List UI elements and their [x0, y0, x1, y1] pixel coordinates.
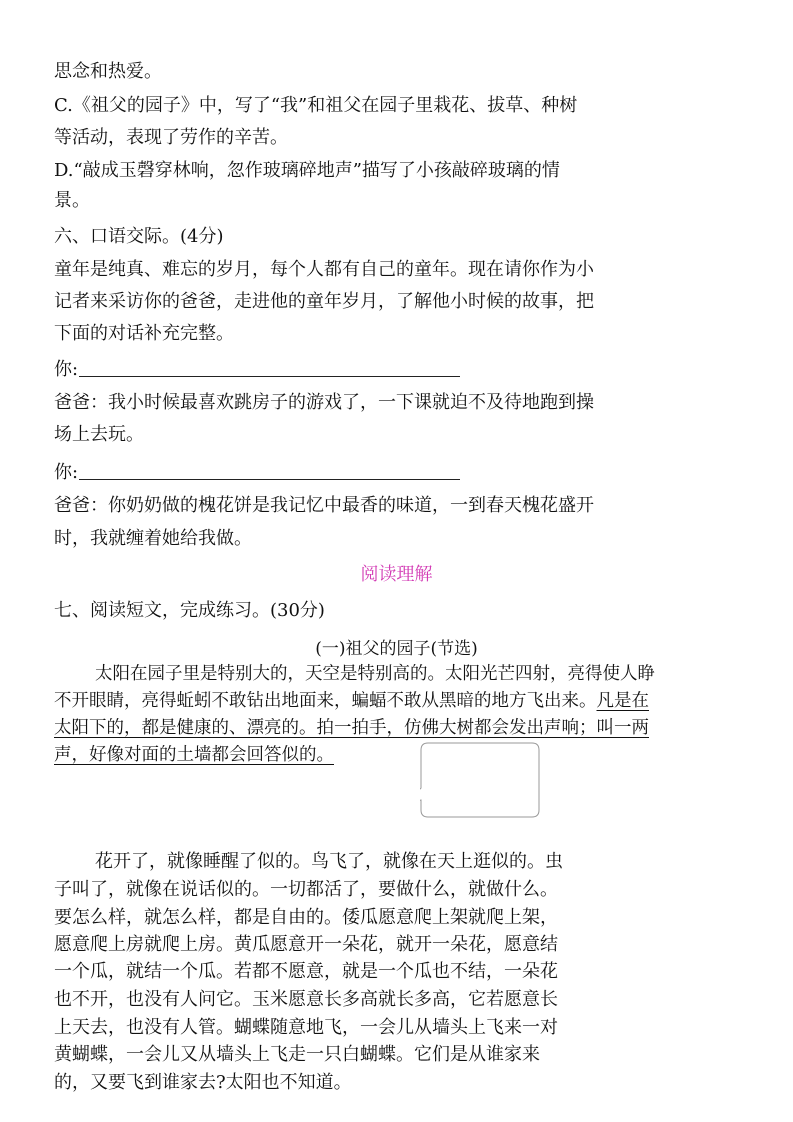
passage-line: 的，又要飞到谁家去?太阳也不知道。 — [54, 1072, 352, 1093]
question-6-title: 六、口语交际。(4分) — [54, 226, 224, 247]
passage-line: 太阳在园子里是特别大的，天空是特别高的。太阳光芒四射，亮得使人睁 — [95, 664, 655, 684]
option-c-line: C.《祖父的园子》中，写了“我”和祖父在园子里栽花、拔草、种树 — [54, 95, 578, 116]
underlined-sentence: 太阳下的，都是健康的、漂亮的。拍一拍手，仿佛大树都会发出声响；叫一两 — [54, 718, 649, 738]
section-heading-reading: 阅读理解 — [360, 564, 433, 585]
passage-title: (一)祖父的园子(节选) — [315, 639, 478, 659]
passage-line: 黄蝴蝶，一会儿又从墙头上飞走一只白蝴蝶。它们是从谁家来 — [54, 1044, 540, 1065]
passage-line: 也不开，也没有人问它。玉米愿意长多高就长多高，它若愿意长 — [54, 989, 558, 1010]
passage-text: 不开眼睛，亮得蚯蚓不敢钻出地面来，蝙蝠不敢从黑暗的地方飞出来。 — [54, 691, 597, 711]
answer-blank-1[interactable] — [79, 376, 460, 377]
passage-line: 子叫了，就像在说话似的。一切都活了，要做什么，就做什么。 — [54, 879, 558, 900]
passage-line: 愿意爬上房就爬上房。黄瓜愿意开一朵花，就开一朵花，愿意结 — [54, 934, 558, 955]
passage-line: 一个瓜，就结一个瓜。若都不愿意，就是一个瓜也不结，一朵花 — [54, 961, 558, 982]
dad-line: 时，我就缠着她给我做。 — [54, 528, 252, 549]
dad-line: 爸爸：你奶奶做的槐花饼是我记忆中最香的味道，一到春天槐花盛开 — [54, 495, 594, 516]
underlined-sentence: 声，好像对面的土墙都会回答似的。 — [54, 745, 334, 765]
passage-line: 要怎么样，就怎么样，都是自由的。倭瓜愿意爬上架就爬上架， — [54, 907, 558, 928]
you-label: 你: — [54, 359, 79, 380]
option-d-line: D.“敲成玉磬穿林响，忽作玻璃碎地声”描写了小孩敲碎玻璃的情 — [54, 160, 560, 181]
option-d-line: 景。 — [54, 190, 90, 211]
text-line: 思念和热爱。 — [54, 61, 162, 82]
dad-line: 爸爸：我小时候最喜欢跳房子的游戏了，一下课就迫不及待地跑到操 — [54, 392, 594, 413]
annotation-bubble[interactable] — [420, 742, 540, 818]
underlined-sentence: 凡是在 — [596, 691, 649, 711]
option-c-line: 等活动，表现了劳作的辛苦。 — [54, 127, 288, 148]
question-6-prompt: 童年是纯真、难忘的岁月，每个人都有自己的童年。现在请你作为小 — [54, 259, 594, 280]
question-6-prompt: 下面的对话补充完整。 — [54, 323, 234, 344]
question-7-title: 七、阅读短文，完成练习。(30分) — [54, 600, 325, 621]
passage-line: 花开了，就像睡醒了似的。鸟飞了，就像在天上逛似的。虫 — [95, 851, 563, 872]
dad-line: 场上去玩。 — [54, 424, 144, 445]
you-label: 你: — [54, 462, 79, 483]
passage-line — [54, 689, 649, 713]
answer-blank-2[interactable] — [79, 479, 460, 480]
question-6-prompt: 记者来采访你的爸爸，走进他的童年岁月，了解他小时候的故事，把 — [54, 291, 594, 312]
passage-line: 上天去，也没有人管。蝴蝶随意地飞，一会儿从墙头上飞来一对 — [54, 1017, 558, 1038]
